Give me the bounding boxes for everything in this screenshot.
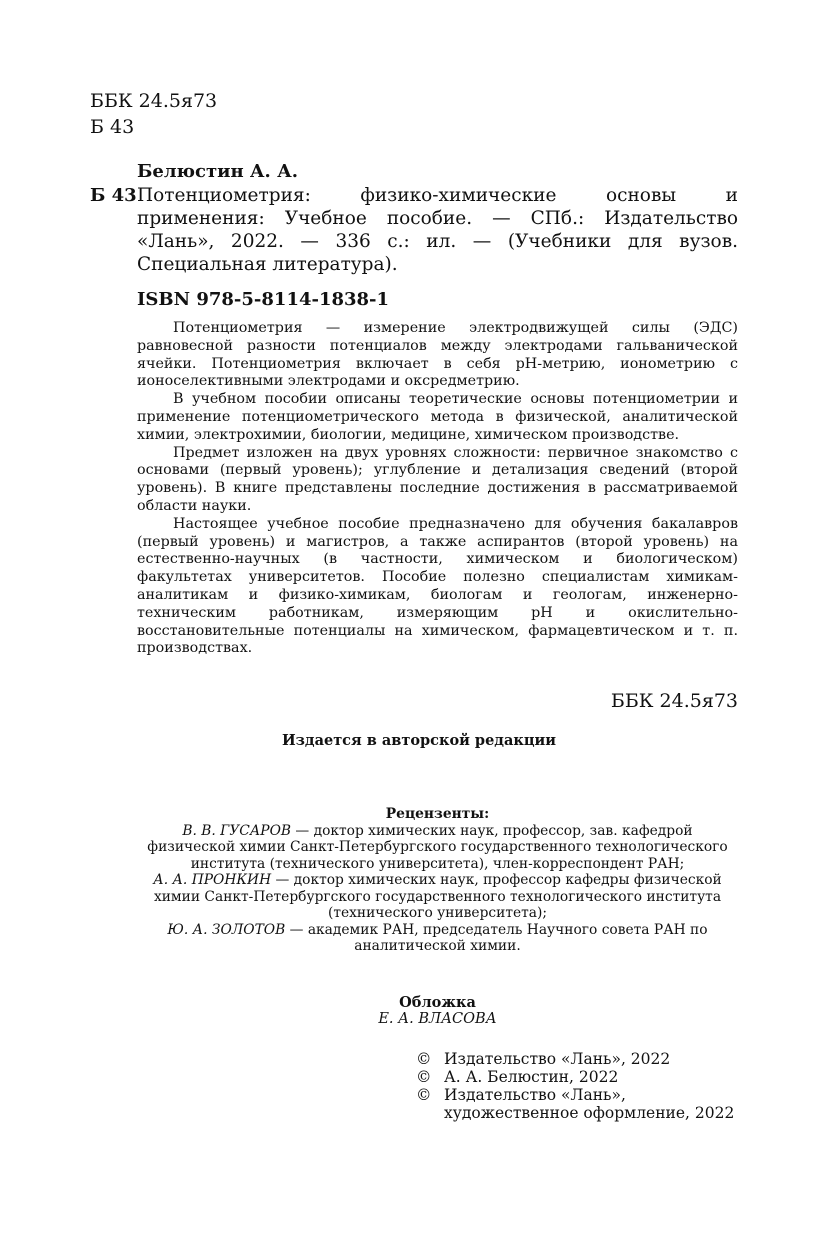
bbk-code-right: ББК 24.5я73 [610,690,738,712]
reviewer-name: В. В. ГУСАРОВ [182,822,292,839]
bibliographic-description: Потенциометрия: физико-химические основы и применения: Учебное пособие. — СПб.: Издательство «Лань», 2022. — 336 с.: ил. — (Учебники для вузов. Специальная литература). [137,185,738,275]
copyright-block [416,1050,734,1122]
author-sign-code: Б 43 [90,116,135,138]
reviewer-description: — доктор химических наук, профессор, зав. кафедрой физической химии Санкт-Петербургского государственного технологического института (технического университета), член-корреспондент РАН; [147,822,728,872]
reviewers-block [137,806,738,955]
reviewer-entry [137,872,738,922]
cover-designer: Е. А. ВЛАСОВА [378,1011,497,1027]
annotation [137,320,738,658]
reviewer-description: — академик РАН, председатель Научного совета РАН по аналитической химии. [285,921,708,954]
reviewers-heading: Рецензенты: [385,806,490,822]
reviewer-entry [137,922,738,955]
reviewer-description: — доктор химических наук, профессор кафедры физической химии Санкт-Петербургского государственного технологического института (технического университета); [153,872,722,921]
annotation-paragraph: В учебном пособии описаны теоретические основы потенциометрии и применение потенциометрического метода в физической, аналитической химии, электрохимии, биологии, медицине, химическом производстве. [137,391,738,443]
reviewer-name: Ю. А. ЗОЛОТОВ [167,921,286,938]
copyright-icon: © [416,1086,432,1104]
author-name: Белюстин А. А. [137,161,299,182]
bbk-code: ББК 24.5я73 [90,90,218,112]
copyright-line [416,1086,734,1104]
annotation-paragraph: Настоящее учебное пособие предназначено для обучения бакалавров (первый уровень) и магистров, а также аспирантов (второй уровень) на естественно-научных (в частности, химическом и биологическом) факультетах университетов. Пособие полезно специалистам химикам-аналитикам и физико-химикам, биологам и геологам, инженерно-техническим работникам, измеряющим pH и окислительно-восстановительные потенциалы на химическом, фармацевтическом и т. п. производствах. [137,515,738,657]
annotation-paragraph: Предмет изложен на двух уровнях сложности: первичное знакомство с основами (первый уровень); углубление и детализация сведений (второй уровень). В книге представлены последние достижения в рассматриваемой области науки. [137,444,738,514]
classification-block [90,88,217,140]
copyright-line [416,1068,734,1086]
edition-note: Издается в авторской редакции [281,732,557,749]
reviewer-name: А. А. ПРОНКИН [153,872,272,888]
copyright-text: Издательство «Лань», 2022 [444,1050,671,1068]
isbn: ISBN 978-5-8114-1838-1 [137,289,390,310]
copyright-line [416,1050,734,1068]
cover-heading: Обложка [399,994,476,1011]
copyright-text: А. А. Белюстин, 2022 [444,1068,619,1086]
copyright-text-continuation: художественное оформление, 2022 [444,1104,735,1122]
reviewer-entry [137,823,738,873]
copyright-icon: © [416,1050,432,1068]
cover-credit [137,994,738,1028]
copyright-text: Издательство «Лань», [444,1086,626,1104]
annotation-paragraph: Потенциометрия — измерение электродвижущей силы (ЭДС) равновесной разности потенциалов между электродами гальванической ячейки. Потенциометрия включает в себя pH-метрию, ионометрию с ионоселективными электродами и оксредметрию. [137,320,738,390]
copyright-icon: © [416,1068,432,1086]
author-sign-label: Б 43 [90,185,137,206]
